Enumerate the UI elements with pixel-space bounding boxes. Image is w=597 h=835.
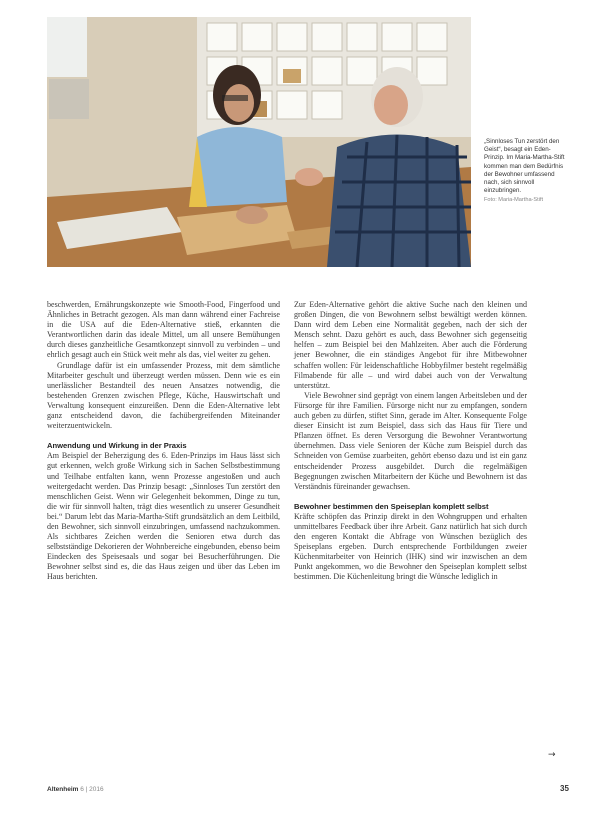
- article-column-left: [47, 300, 280, 583]
- photo-caption: [484, 138, 568, 205]
- caption-text: „Sinnloses Tun zerstört den Geist“, besagt ein Eden-Prinzip. Im Maria-Martha-Stift kommen man dem Bedürfnis der Bewohner umfassend nach, sich sinnvoll einzubringen.: [484, 138, 565, 195]
- section-heading: Anwendung und Wirkung in der Praxis: [47, 441, 187, 451]
- paragraph: Kräfte schöpfen das Prinzip direkt in den Wohngruppen und erhalten unmittelbares Feedback über ihre Arbeit. Ganz natürlich hat sich durch den engeren Kontakt die Abfrage von Wünschen bezüglich des Speiseplans ergeben. Durch entsprechende Fortbildungen zweier Küchenmitarbeiter von Heinrich (IHK) sind wir inzwischen an dem Punkt angekommen, wo die Bewohner den Speiseplan komplett selbst bestimmen. Die Küchenleitung bringt die Wünsche lediglich in: [294, 511, 527, 582]
- article-photo: [47, 17, 471, 267]
- article-column-right: [294, 300, 527, 583]
- paragraph: beschwerden, Ernährungskonzepte wie Smooth-Food, Fingerfood und Ähnliches in Betracht gezogen. Als man dann während einer Fachreise in die USA auf die Eden-Alternative stieß, erkannten die Verantwortlichen darin das ideale Mittel, um all unsere Bemühungen durch dieses ganzheitliche Gesamtkonzept sinnvoll zu verbinden – und ehrlich gesagt auch ein Stück weit mehr als das, viel weiter zu gehen.: [47, 300, 280, 360]
- magazine-name: Altenheim: [47, 786, 79, 793]
- paragraph: Grundlage dafür ist ein umfassender Prozess, mit dem sämtliche Mitarbeiter geschult und überzeugt werden müssen. Denn wie es ein unerlässlicher Bestandteil des neuen Ansatzes notwendig, die bestehenden Grenzen zwischen Pflege, Küche, Hauswirtschaft und Verwaltung konsequent einzureißen. Denn die Eden-Alternative lebt ganz entscheidend davon, die fachübergreifenden Miteinander weiterzuentwickeln.: [47, 360, 280, 431]
- photo-illustration: [47, 17, 471, 267]
- section-heading: Bewohner bestimmen den Speiseplan komplett selbst: [294, 501, 489, 511]
- page-footer: [47, 786, 104, 793]
- paragraph: Am Beispiel der Beherzigung des 6. Eden-Prinzips im Haus lässt sich gut erkennen, welch große Wirkung sich in Sachen Selbstbestimmung und Teilhabe entfalten kann, wenn Prozesse angestoßen und auch weitergedacht werden. Das Prinzip besagt: „Sinnloses Tun zerstört den menschlichen Geist. Wenn wir Gelegenheit bekommen, Dinge zu tun, die wir für sinnvoll halten, trägt dies wesentlich zu unserer Gesundheit bei.“ Darum lebt das Maria-Martha-Stift grundsätzlich an dem Leitbild, den Bewohner, sich sinnvoll einzubringen, umfassend nachzukommen. Als sichtbares Zeichen werden die Senioren etwa durch das selbstständige Dekorieren der Wohnbereiche eingebunden, ebenso beim Eindecken des Speisesaals und sogar bei Besucherführungen. Die Bewohner selbst sind es, die das Haus zeigen und über das Leben im Haus berichten.: [47, 451, 280, 582]
- paragraph: Zur Eden-Alternative gehört die aktive Suche nach den kleinen und großen Dingen, die von Bewohnern selbst bewältigt werden können. Dann wird dem Leben eine Normalität gegeben, nach der sich der Mensch sehnt. Dazu gehört es auch, dass Bewohner sich gegenseitig helfen – zum Beispiel bei den Mahlzeiten. Aber auch die Förderung jener Bewohner, die ein ständiges Angebot für ihre Mitbewohner schaffen wollen: Für leidenschaftliche Hobbyfilmer besteht regelmäßig Filmabende für alle – und wird dabei auch von der Verwaltung unterstützt.: [294, 300, 527, 390]
- page-number: 35: [560, 784, 569, 793]
- paragraph: Viele Bewohner sind geprägt von einem langen Arbeitsleben und der Fürsorge für ihre Familien. Fürsorge nicht nur zu empfangen, sondern auch geben zu dürfen, stiftet Sinn, gerade im Alter. Konsequente Folge dieser Einsicht ist zum Beispiel, dass sich das Haus für Tiere und Pflanzen öffnet. Es deren Versorgung die Bewohner Verantwortung übernehmen. Dass viele Senioren der Küche zum Beispiel durch das Schneiden von Gemüse zuarbeiten, gehört ebenso dazu und ist ein ganz entscheidender Prozess ausgebildet. Durch die regelmäßigen Begegnungen zwischen Mitarbeitern der Küche und Bewohnern ist das Verständnis füreinander gewachsen.: [294, 390, 527, 491]
- photo-credit: Foto: Maria-Martha-Stift: [484, 197, 544, 204]
- issue-number: 6 | 2016: [80, 786, 104, 793]
- continue-arrow-icon: →: [548, 750, 556, 760]
